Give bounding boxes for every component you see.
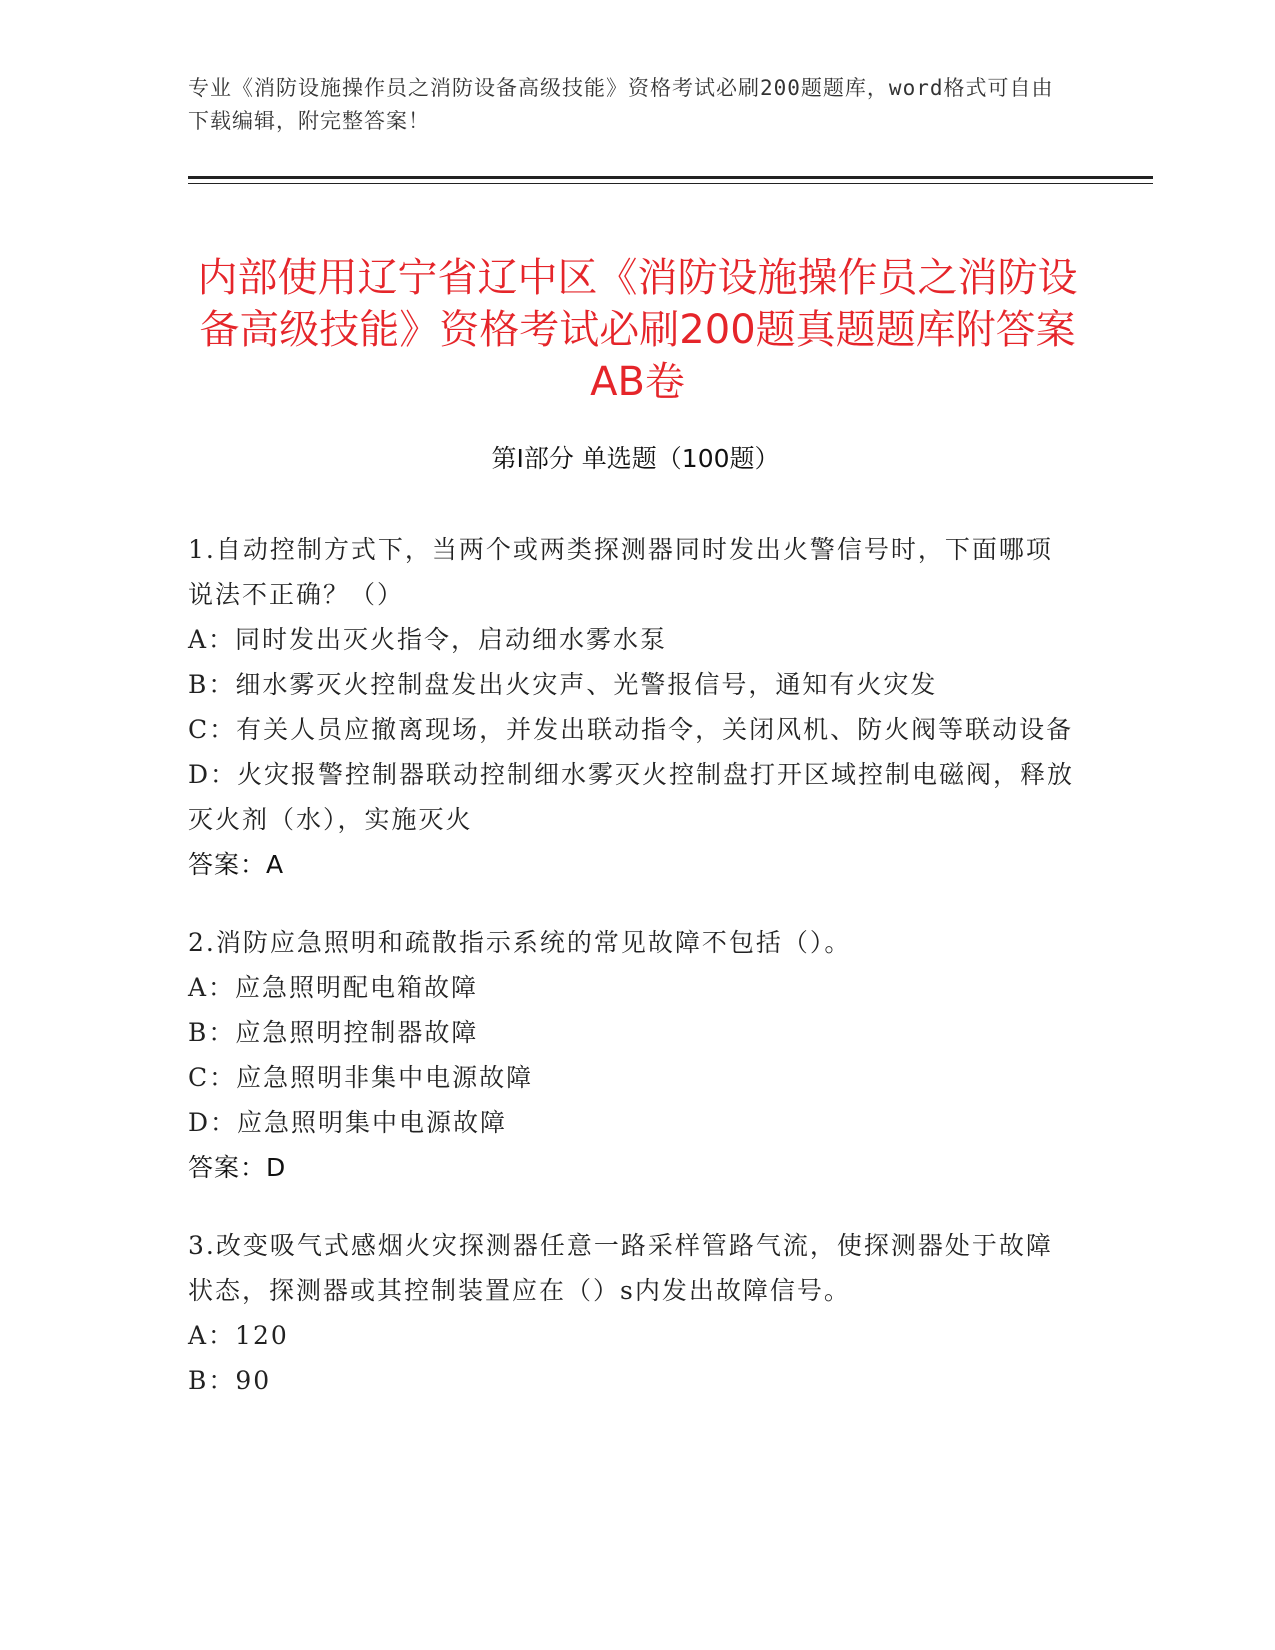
option-d: D：火灾报警控制器联动控制细水雾灭火控制盘打开区域控制电磁阀，释放灭火剂（水），实施灭火 — [188, 760, 1075, 834]
question-stem: 2.消防应急照明和疏散指示系统的常见故障不包括（）。 — [188, 928, 852, 957]
option-c: C：有关人员应撤离现场，并发出联动指令，关闭风机、防火阀等联动设备 — [188, 715, 1074, 744]
section-heading: 第Ⅰ部分 单选题（100题） — [491, 444, 780, 473]
answer: 答案：A — [188, 850, 285, 879]
answer: 答案：D — [188, 1153, 287, 1182]
option-b: B：应急照明控制器故障 — [188, 1018, 479, 1047]
question-2 — [188, 920, 1078, 1190]
option-b: B：细水雾灭火控制盘发出火灾声、光警报信号，通知有火灾发 — [188, 670, 938, 699]
document-title: 内部使用辽宁省辽中区《消防设施操作员之消防设备高级技能》资格考试必刷200题真题题库附答案AB卷 — [197, 254, 1078, 405]
question-list — [188, 527, 1078, 1436]
question-stem: 1.自动控制方式下，当两个或两类探测器同时发出火警信号时，下面哪项说法不正确？（） — [188, 535, 1053, 609]
header-divider-thin — [188, 183, 1153, 184]
option-a: A：同时发出灭火指令，启动细水雾水泵 — [188, 625, 668, 654]
option-d: D：应急照明集中电源故障 — [188, 1108, 508, 1137]
question-stem: 3.改变吸气式感烟火灾探测器任意一路采样管路气流，使探测器处于故障状态，探测器或其控制装置应在（）s内发出故障信号。 — [188, 1231, 1053, 1305]
option-a: A：120 — [188, 1321, 289, 1350]
question-1 — [188, 527, 1078, 887]
option-a: A：应急照明配电箱故障 — [188, 973, 479, 1002]
option-b: B：90 — [188, 1366, 272, 1395]
option-c: C：应急照明非集中电源故障 — [188, 1063, 534, 1092]
header-note: 专业《消防设施操作员之消防设备高级技能》资格考试必刷200题题库，word格式可自由下载编辑，附完整答案！ — [188, 76, 1054, 133]
question-3 — [188, 1223, 1078, 1403]
header-divider-thick — [188, 176, 1153, 179]
